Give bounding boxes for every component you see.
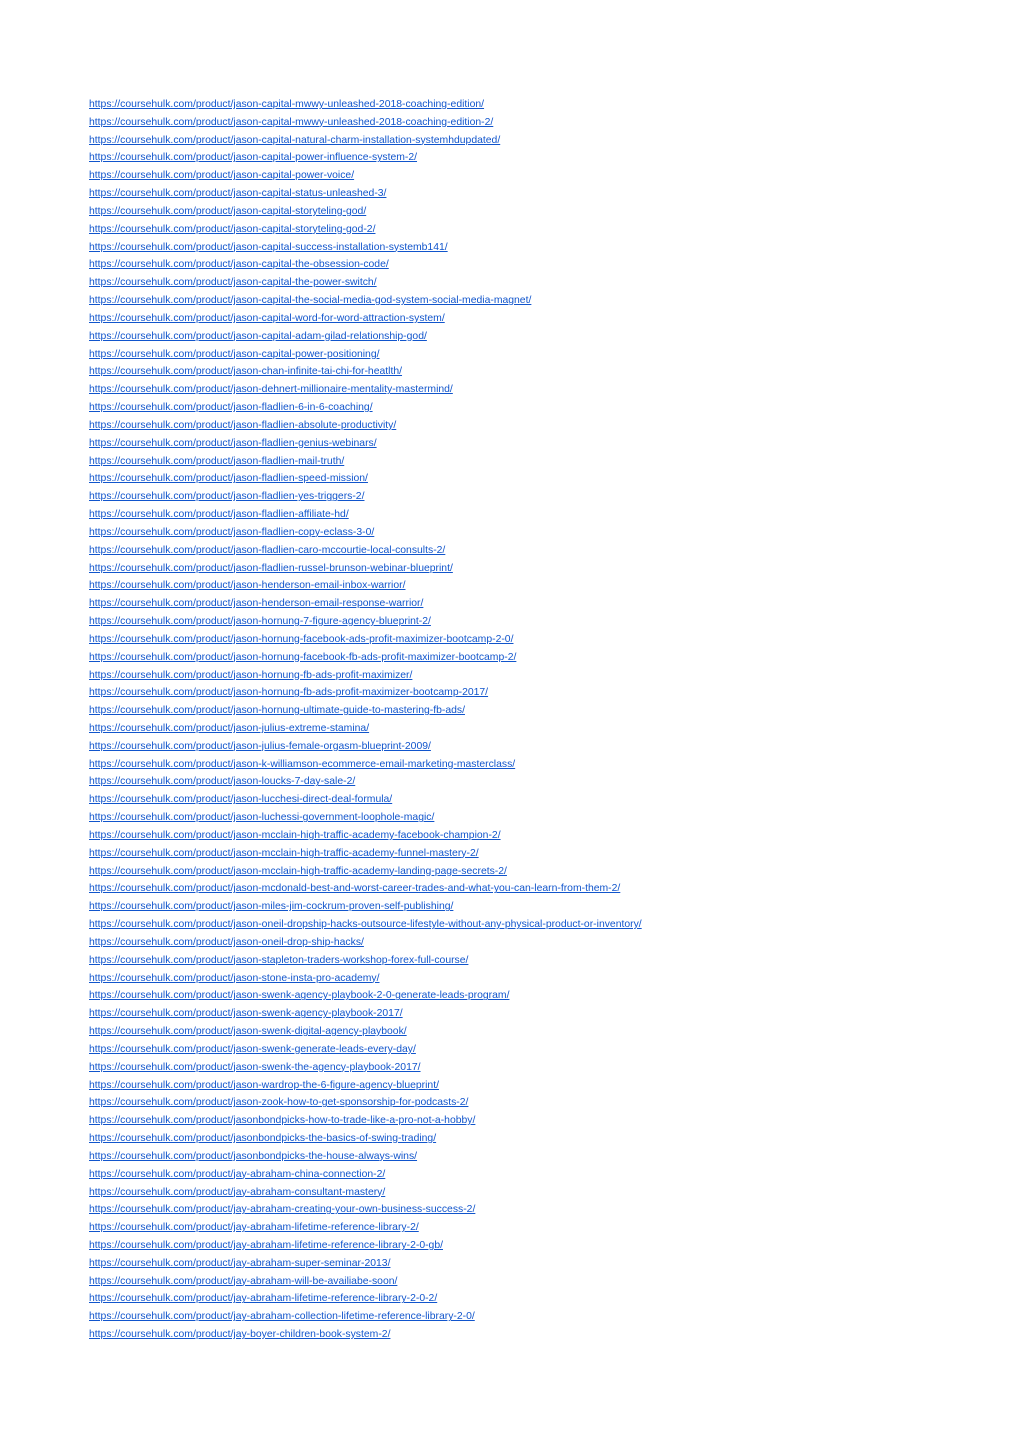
list-item xyxy=(89,789,989,807)
product-link[interactable]: https://coursehulk.com/product/jason-swenk-digital-agency-playbook/ xyxy=(89,1026,407,1038)
product-link[interactable]: https://coursehulk.com/product/jason-capital-word-for-word-attraction-system/ xyxy=(89,312,445,324)
list-item xyxy=(89,361,989,379)
product-link[interactable]: https://coursehulk.com/product/jasonbondpicks-the-basics-of-swing-trading/ xyxy=(89,1133,437,1145)
product-link[interactable]: https://coursehulk.com/product/jay-abraham-lifetime-reference-library-2-0-2/ xyxy=(89,1293,438,1305)
product-link[interactable]: https://coursehulk.com/product/jason-hornung-ultimate-guide-to-mastering-fb-ads/ xyxy=(89,705,465,717)
product-link[interactable]: https://coursehulk.com/product/jason-fladlien-copy-eclass-3-0/ xyxy=(89,526,375,538)
list-item xyxy=(89,504,989,522)
product-link[interactable]: https://coursehulk.com/product/jason-swenk-agency-playbook-2-0-generate-leads-program/ xyxy=(89,990,510,1002)
product-link[interactable]: https://coursehulk.com/product/jason-capital-status-unleashed-3/ xyxy=(89,188,387,200)
list-item xyxy=(89,522,989,540)
document-page xyxy=(89,94,989,1342)
list-item xyxy=(89,896,989,914)
list-item xyxy=(89,682,989,700)
product-link[interactable]: https://coursehulk.com/product/jason-wardrop-the-6-figure-agency-blueprint/ xyxy=(89,1079,439,1091)
link-list xyxy=(89,94,989,1342)
list-item xyxy=(89,700,989,718)
list-item xyxy=(89,914,989,932)
list-item xyxy=(89,379,989,397)
list-item xyxy=(89,558,989,576)
product-link[interactable]: https://coursehulk.com/product/jay-abraham-lifetime-reference-library-2-0-gb/ xyxy=(89,1240,443,1251)
list-item xyxy=(89,1182,989,1200)
product-link[interactable]: https://coursehulk.com/product/jay-abraham-consultant-mastery/ xyxy=(89,1186,386,1198)
product-link[interactable]: https://coursehulk.com/product/jason-mcclain-high-traffic-academy-facebook-champion-2/ xyxy=(89,829,501,841)
list-item xyxy=(89,1324,989,1342)
list-item xyxy=(89,326,989,344)
product-link[interactable]: https://coursehulk.com/product/jason-mcclain-high-traffic-academy-funnel-mastery-2/ xyxy=(89,847,479,859)
list-item xyxy=(89,754,989,772)
list-item xyxy=(89,147,989,165)
list-item xyxy=(89,397,989,415)
list-item xyxy=(89,415,989,433)
product-link[interactable]: https://coursehulk.com/product/jason-capital-the-power-switch/ xyxy=(89,277,377,289)
product-link[interactable]: https://coursehulk.com/product/jason-capital-mwwy-unleashed-2018-coaching-edition/ xyxy=(89,99,485,110)
product-link[interactable]: https://coursehulk.com/product/jason-oneil-dropship-hacks-outsource-lifestyle-without-any-physical-product-or-inventory/ xyxy=(89,919,642,931)
product-link[interactable]: https://coursehulk.com/product/jason-fladlien-affiliate-hd/ xyxy=(89,509,349,521)
list-item xyxy=(89,771,989,789)
list-item xyxy=(89,807,989,825)
list-item xyxy=(89,344,989,362)
product-link[interactable]: https://coursehulk.com/product/jay-boyer-children-book-system-2/ xyxy=(89,1329,391,1341)
list-item xyxy=(89,843,989,861)
product-link[interactable]: https://coursehulk.com/product/jasonbondpicks-the-house-always-wins/ xyxy=(89,1150,418,1162)
product-link[interactable]: https://coursehulk.com/product/jay-abraham-collection-lifetime-reference-library-2-0/ xyxy=(89,1311,475,1323)
list-item xyxy=(89,468,989,486)
list-item xyxy=(89,718,989,736)
product-link[interactable]: https://coursehulk.com/product/jason-capital-the-obsession-code/ xyxy=(89,259,389,271)
product-link[interactable]: https://coursehulk.com/product/jason-fladlien-caro-mccourtie-local-consults-2/ xyxy=(89,544,446,556)
list-item xyxy=(89,1110,989,1128)
list-item xyxy=(89,968,989,986)
list-item xyxy=(89,985,989,1003)
product-link[interactable]: https://coursehulk.com/product/jason-hornung-7-figure-agency-blueprint-2/ xyxy=(89,616,431,628)
product-link[interactable]: https://coursehulk.com/product/jason-zook-how-to-get-sponsorship-for-podcasts-2/ xyxy=(89,1097,469,1109)
product-link[interactable]: https://coursehulk.com/product/jason-mcdonald-best-and-worst-career-trades-and-what-you-can-learn-from-them-2/ xyxy=(89,883,621,895)
product-link[interactable]: https://coursehulk.com/product/jay-abraham-creating-your-own-business-success-2/ xyxy=(89,1204,476,1216)
product-link[interactable]: https://coursehulk.com/product/jason-dehnert-millionaire-mentality-mastermind/ xyxy=(89,384,453,396)
list-item xyxy=(89,237,989,255)
product-link[interactable]: https://coursehulk.com/product/jason-fladlien-genius-webinars/ xyxy=(89,437,377,449)
product-link[interactable]: https://coursehulk.com/product/jason-capital-power-positioning/ xyxy=(89,348,380,360)
list-item xyxy=(89,94,989,112)
list-item xyxy=(89,1306,989,1324)
list-item xyxy=(89,629,989,647)
product-link[interactable]: https://coursehulk.com/product/jason-capital-power-voice/ xyxy=(89,170,355,182)
product-link[interactable]: https://coursehulk.com/product/jay-abraham-lifetime-reference-library-2/ xyxy=(89,1222,419,1234)
list-item xyxy=(89,1146,989,1164)
product-link[interactable]: https://coursehulk.com/product/jason-swenk-agency-playbook-2017/ xyxy=(89,1008,403,1020)
product-link[interactable]: https://coursehulk.com/product/jason-chan-infinite-tai-chi-for-heatlth/ xyxy=(89,366,403,378)
product-link[interactable]: https://coursehulk.com/product/jason-stone-insta-pro-academy/ xyxy=(89,972,380,984)
product-link[interactable]: https://coursehulk.com/product/jason-fladlien-speed-mission/ xyxy=(89,473,368,485)
list-item xyxy=(89,950,989,968)
product-link[interactable]: https://coursehulk.com/product/jason-capital-natural-charm-installation-systemhdupdated/ xyxy=(89,134,501,146)
product-link[interactable]: https://coursehulk.com/product/jason-henderson-email-response-warrior/ xyxy=(89,598,424,610)
product-link[interactable]: https://coursehulk.com/product/jason-hornung-facebook-ads-profit-maximizer-bootcamp-2-0/ xyxy=(89,633,514,645)
product-link[interactable]: https://coursehulk.com/product/jason-julius-extreme-stamina/ xyxy=(89,722,370,734)
list-item xyxy=(89,593,989,611)
list-item xyxy=(89,932,989,950)
list-item xyxy=(89,451,989,469)
product-link[interactable]: https://coursehulk.com/product/jason-hornung-facebook-fb-ads-profit-maximizer-bootcamp-2/ xyxy=(89,651,517,663)
list-item xyxy=(89,165,989,183)
product-link[interactable]: https://coursehulk.com/product/jason-hornung-fb-ads-profit-maximizer/ xyxy=(89,669,413,681)
product-link[interactable]: https://coursehulk.com/product/jason-swenk-the-agency-playbook-2017/ xyxy=(89,1061,421,1073)
product-link[interactable]: https://coursehulk.com/product/jasonbondpicks-how-to-trade-like-a-pro-not-a-hobby/ xyxy=(89,1115,476,1127)
product-link[interactable]: https://coursehulk.com/product/jason-loucks-7-day-sale-2/ xyxy=(89,776,356,788)
list-item xyxy=(89,1039,989,1057)
list-item xyxy=(89,736,989,754)
product-link[interactable]: https://coursehulk.com/product/jason-capital-storyteling-god-2/ xyxy=(89,223,376,235)
list-item xyxy=(89,1075,989,1093)
product-link[interactable]: https://coursehulk.com/product/jason-julius-female-orgasm-blueprint-2009/ xyxy=(89,740,431,752)
product-link[interactable]: https://coursehulk.com/product/jason-fladlien-mail-truth/ xyxy=(89,455,345,467)
list-item xyxy=(89,1199,989,1217)
list-item xyxy=(89,825,989,843)
product-link[interactable]: https://coursehulk.com/product/jason-capital-storyteling-god/ xyxy=(89,205,367,217)
list-item xyxy=(89,878,989,896)
list-item xyxy=(89,1217,989,1235)
product-link[interactable]: https://coursehulk.com/product/jason-oneil-drop-ship-hacks/ xyxy=(89,936,364,948)
list-item xyxy=(89,1057,989,1075)
list-item xyxy=(89,861,989,879)
list-item xyxy=(89,183,989,201)
product-link[interactable]: https://coursehulk.com/product/jason-capital-the-social-media-god-system-social-media-magnet/ xyxy=(89,295,532,307)
list-item xyxy=(89,130,989,148)
list-item xyxy=(89,575,989,593)
product-link[interactable]: https://coursehulk.com/product/jason-henderson-email-inbox-warrior/ xyxy=(89,580,406,592)
list-item xyxy=(89,1021,989,1039)
product-link[interactable]: https://coursehulk.com/product/jay-abraham-china-connection-2/ xyxy=(89,1168,386,1180)
list-item xyxy=(89,1288,989,1306)
list-item xyxy=(89,308,989,326)
product-link[interactable]: https://coursehulk.com/product/jason-swenk-generate-leads-every-day/ xyxy=(89,1043,416,1055)
product-link[interactable]: https://coursehulk.com/product/jason-fladlien-6-in-6-coaching/ xyxy=(89,402,373,414)
list-item xyxy=(89,1128,989,1146)
list-item xyxy=(89,272,989,290)
product-link[interactable]: https://coursehulk.com/product/jason-fladlien-yes-triggers-2/ xyxy=(89,491,365,503)
list-item xyxy=(89,290,989,308)
list-item xyxy=(89,611,989,629)
product-link[interactable]: https://coursehulk.com/product/jason-miles-jim-cockrum-proven-self-publishing/ xyxy=(89,901,454,913)
list-item xyxy=(89,1164,989,1182)
product-link[interactable]: https://coursehulk.com/product/jason-fladlien-absolute-productivity/ xyxy=(89,419,397,431)
list-item xyxy=(89,219,989,237)
product-link[interactable]: https://coursehulk.com/product/jason-capital-success-installation-systemb141/ xyxy=(89,241,448,253)
list-item xyxy=(89,540,989,558)
product-link[interactable]: https://coursehulk.com/product/jason-fladlien-russel-brunson-webinar-blueprint/ xyxy=(89,562,453,574)
list-item xyxy=(89,201,989,219)
list-item xyxy=(89,1253,989,1271)
product-link[interactable]: https://coursehulk.com/product/jason-capital-power-influence-system-2/ xyxy=(89,152,418,164)
product-link[interactable]: https://coursehulk.com/product/jason-hornung-fb-ads-profit-maximizer-bootcamp-2017/ xyxy=(89,687,489,699)
list-item xyxy=(89,1092,989,1110)
product-link[interactable]: https://coursehulk.com/product/jay-abraham-will-be-availiabe-soon/ xyxy=(89,1275,398,1287)
list-item xyxy=(89,486,989,504)
product-link[interactable]: https://coursehulk.com/product/jason-mcclain-high-traffic-academy-landing-page-secrets-2/ xyxy=(89,865,507,877)
product-link[interactable]: https://coursehulk.com/product/jay-abraham-super-seminar-2013/ xyxy=(89,1257,391,1269)
product-link[interactable]: https://coursehulk.com/product/jason-capital-mwwy-unleashed-2018-coaching-edition-2/ xyxy=(89,116,494,128)
product-link[interactable]: https://coursehulk.com/product/jason-stapleton-traders-workshop-forex-full-course/ xyxy=(89,954,469,966)
list-item xyxy=(89,433,989,451)
product-link[interactable]: https://coursehulk.com/product/jason-luchessi-government-loophole-magic/ xyxy=(89,812,435,824)
list-item xyxy=(89,665,989,683)
product-link[interactable]: https://coursehulk.com/product/jason-lucchesi-direct-deal-formula/ xyxy=(89,794,393,806)
list-item xyxy=(89,254,989,272)
product-link[interactable]: https://coursehulk.com/product/jason-capital-adam-gilad-relationship-god/ xyxy=(89,330,427,342)
list-item xyxy=(89,1235,989,1253)
list-item xyxy=(89,112,989,130)
product-link[interactable]: https://coursehulk.com/product/jason-k-williamson-ecommerce-email-marketing-masterclass/ xyxy=(89,758,516,770)
list-item xyxy=(89,647,989,665)
list-item xyxy=(89,1271,989,1289)
list-item xyxy=(89,1003,989,1021)
